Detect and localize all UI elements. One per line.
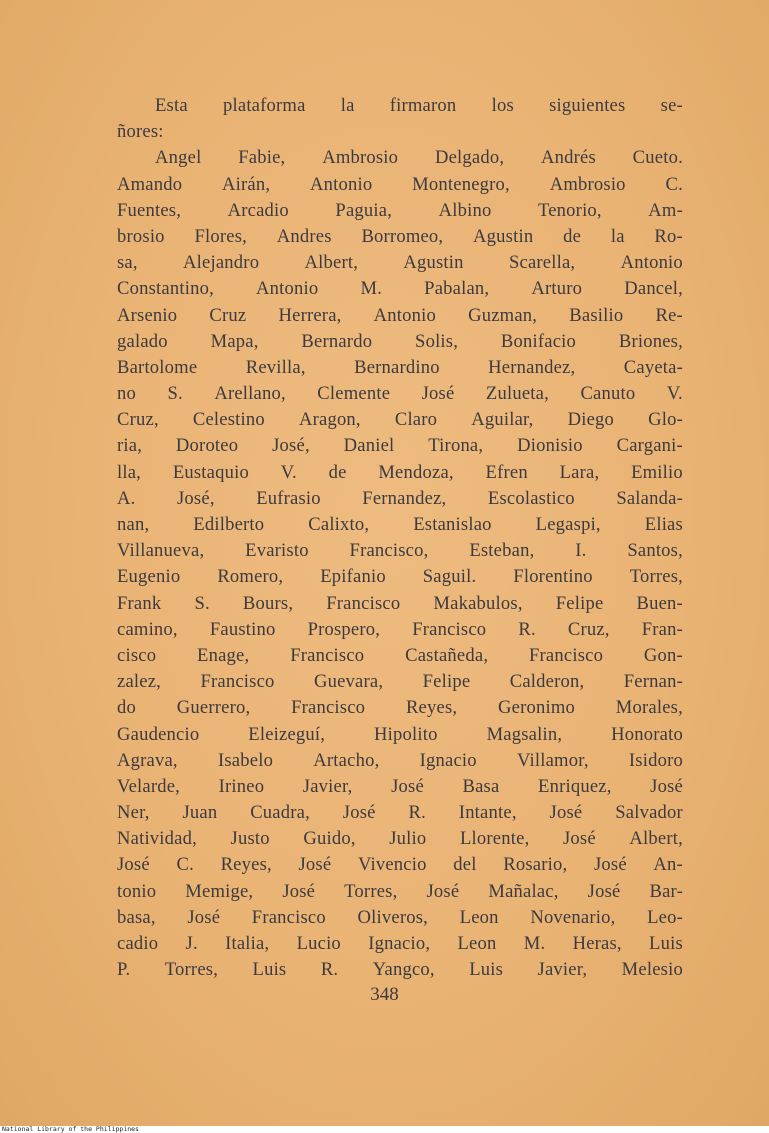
signatory-line: Fuentes, Arcadio Paguia, Albino Tenorio, Am-: [117, 199, 683, 221]
signatory-line: Agrava, Isabelo Artacho, Ignacio Villamor, Isidoro: [117, 749, 683, 771]
signatory-line: A. José, Eufrasio Fernandez, Escolastico Salanda-: [117, 487, 683, 509]
signatory-line: Cruz, Celestino Aragon, Claro Aguilar, Diego Glo-: [117, 409, 683, 431]
signatory-line: cisco Enage, Francisco Castañeda, Francisco Gon-: [117, 644, 683, 666]
signatory-line: zalez, Francisco Guevara, Felipe Calderon, Fernan-: [117, 671, 683, 693]
signatory-line: Constantino, Antonio M. Pabalan, Arturo Dancel,: [117, 278, 683, 300]
signatory-line: tonio Memige, José Torres, José Mañalac, José Bar-: [117, 880, 683, 902]
signatory-line: no S. Arellano, Clemente José Zulueta, Canuto V.: [117, 383, 683, 405]
page-number: 348: [370, 984, 399, 1005]
signatory-line: cadio J. Italia, Lucio Ignacio, Leon M. Heras, Luis: [117, 933, 683, 954]
signatory-line: Arsenio Cruz Herrera, Antonio Guzman, Basilio Re-: [117, 304, 683, 326]
signatory-line: basa, José Francisco Oliveros, Leon Novenario, Leo-: [117, 906, 683, 928]
intro-line: Esta plataforma la firmaron los siguientes se-: [155, 95, 683, 116]
signatory-line: Gaudencio Eleizeguí, Hipolito Magsalin, Honorato: [117, 723, 683, 745]
signatory-line: brosio Flores, Andres Borromeo, Agustin de la Ro-: [117, 225, 683, 247]
signatory-line: galado Mapa, Bernardo Solis, Bonifacio Briones,: [117, 330, 683, 352]
body-text: [117, 93, 683, 983]
signatory-line: Angel Fabie, Ambrosio Delgado, Andrés Cueto.: [155, 147, 683, 169]
signatory-line: Eugenio Romero, Epifanio Saguil. Florentino Torres,: [117, 566, 683, 588]
signatory-line: Villanueva, Evaristo Francisco, Esteban, I. Santos,: [117, 540, 683, 562]
signatory-line: Natividad, Justo Guido, Julio Llorente, José Albert,: [117, 828, 683, 850]
signatory-line: Frank S. Bours, Francisco Makabulos, Felipe Buen-: [117, 592, 683, 614]
signatory-line: Ner, Juan Cuadra, José R. Intante, José Salvador: [117, 802, 683, 824]
signatory-line: ria, Doroteo José, Daniel Tirona, Dionisio Cargani-: [117, 435, 683, 457]
signatory-line: P. Torres, Luis R. Yangco, Luis Javier, Melesio: [117, 959, 683, 981]
signatory-line: José C. Reyes, José Vivencio del Rosario, José An-: [117, 854, 683, 876]
signatory-line: nan, Edilberto Calixto, Estanislao Legaspi, Elias: [117, 514, 683, 535]
signatory-line: Bartolome Revilla, Bernardino Hernandez, Cayeta-: [117, 356, 683, 378]
signatory-line: Velarde, Irineo Javier, José Basa Enriquez, José: [117, 775, 683, 797]
footer-credit: National Library of the Philippines: [2, 1125, 139, 1133]
signatory-line: lla, Eustaquio V. de Mendoza, Efren Lara, Emilio: [117, 461, 683, 483]
signatory-line: Amando Airán, Antonio Montenegro, Ambrosio C.: [117, 173, 683, 195]
signatory-line: do Guerrero, Francisco Reyes, Geronimo Morales,: [117, 697, 683, 719]
intro-line: ñores:: [117, 121, 164, 143]
signatory-line: sa, Alejandro Albert, Agustin Scarella, Antonio: [117, 252, 683, 274]
signatory-line: camino, Faustino Prospero, Francisco R. Cruz, Fran-: [117, 618, 683, 640]
